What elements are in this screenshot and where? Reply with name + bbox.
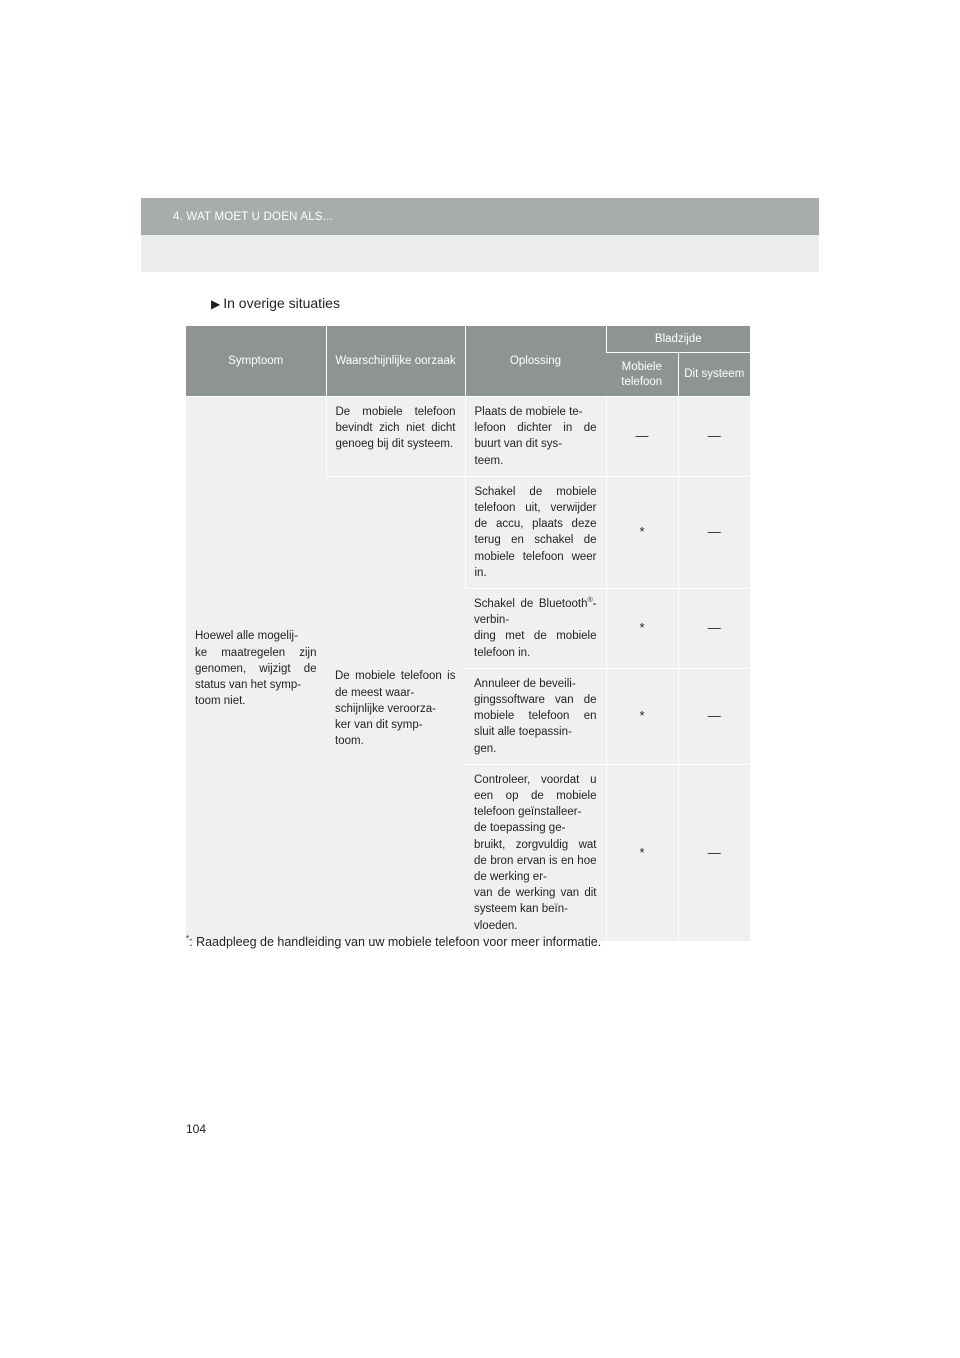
header-cause: Waarschijnlijke oorzaak — [326, 326, 465, 397]
chapter-header — [141, 198, 819, 235]
system-page-cell: — — [678, 589, 750, 669]
phone-page-cell: * — [606, 764, 678, 941]
solution-text-a: Schakel de Bluetooth — [474, 598, 588, 611]
system-page-cell: — — [678, 476, 750, 588]
phone-page-cell: * — [606, 668, 678, 764]
footnote-text: : Raadpleeg de handleiding van uw mobiele telefoon voor meer informatie. — [189, 935, 602, 949]
symptom-cell: Hoewel alle mogelij- ke maatregelen zijn genomen, wijzigt de status van het symp- toom niet. — [186, 397, 326, 942]
solution-text-b: -verbin- ding met de mobiele telefoon in. — [474, 598, 597, 659]
solution-cell: Schakel de mobiele telefoon uit, verwijder de accu, plaats deze terug en schakel de mobiele telefoon weer in. — [465, 476, 606, 588]
header-solution: Oplossing — [465, 326, 606, 397]
registered-mark: ® — [587, 597, 593, 605]
header-phone: Mobiele telefoon — [606, 353, 678, 397]
section-title-text: In overige situaties — [223, 295, 340, 311]
footnote — [186, 935, 601, 949]
header-symptom: Symptoom — [186, 326, 326, 397]
header-page: Bladzijde — [606, 326, 750, 353]
section-heading — [211, 295, 340, 311]
phone-page-cell: — — [606, 397, 678, 477]
triangle-right-icon: ▶ — [211, 297, 221, 311]
solution-cell — [465, 589, 606, 669]
header-subband — [141, 235, 819, 272]
solution-cell: Plaats de mobiele te- lefoon dichter in de buurt van dit sys- teem. — [465, 397, 606, 477]
phone-page-cell: * — [606, 589, 678, 669]
cause-cell: De mobiele telefoon bevindt zich niet dicht genoeg bij dit systeem. — [326, 397, 465, 477]
solution-cell: Annuleer de beveili- gingssoftware van de mobiele telefoon en sluit alle toepassin- gen. — [465, 668, 606, 764]
chapter-title: 4. WAT MOET U DOEN ALS... — [173, 211, 333, 223]
troubleshooting-table — [186, 326, 750, 942]
system-page-cell: — — [678, 764, 750, 941]
solution-cell: Controleer, voordat u een op de mobiele telefoon geïnstalleer- de toepassing ge- bruikt, zorgvuldig wat de bron ervan is en hoe de werking er- van de werking van dit systeem kan beïn- vloeden. — [465, 764, 606, 941]
page-number: 104 — [186, 1122, 207, 1136]
phone-page-cell: * — [606, 476, 678, 588]
header-system: Dit systeem — [678, 353, 750, 397]
cause-cell: De mobiele telefoon is de meest waar- schijnlijke veroorza- ker van dit symp- toom. — [326, 476, 465, 941]
system-page-cell: — — [678, 668, 750, 764]
table-row — [186, 397, 750, 477]
system-page-cell: — — [678, 397, 750, 477]
footnote-marker: * — [186, 933, 190, 943]
